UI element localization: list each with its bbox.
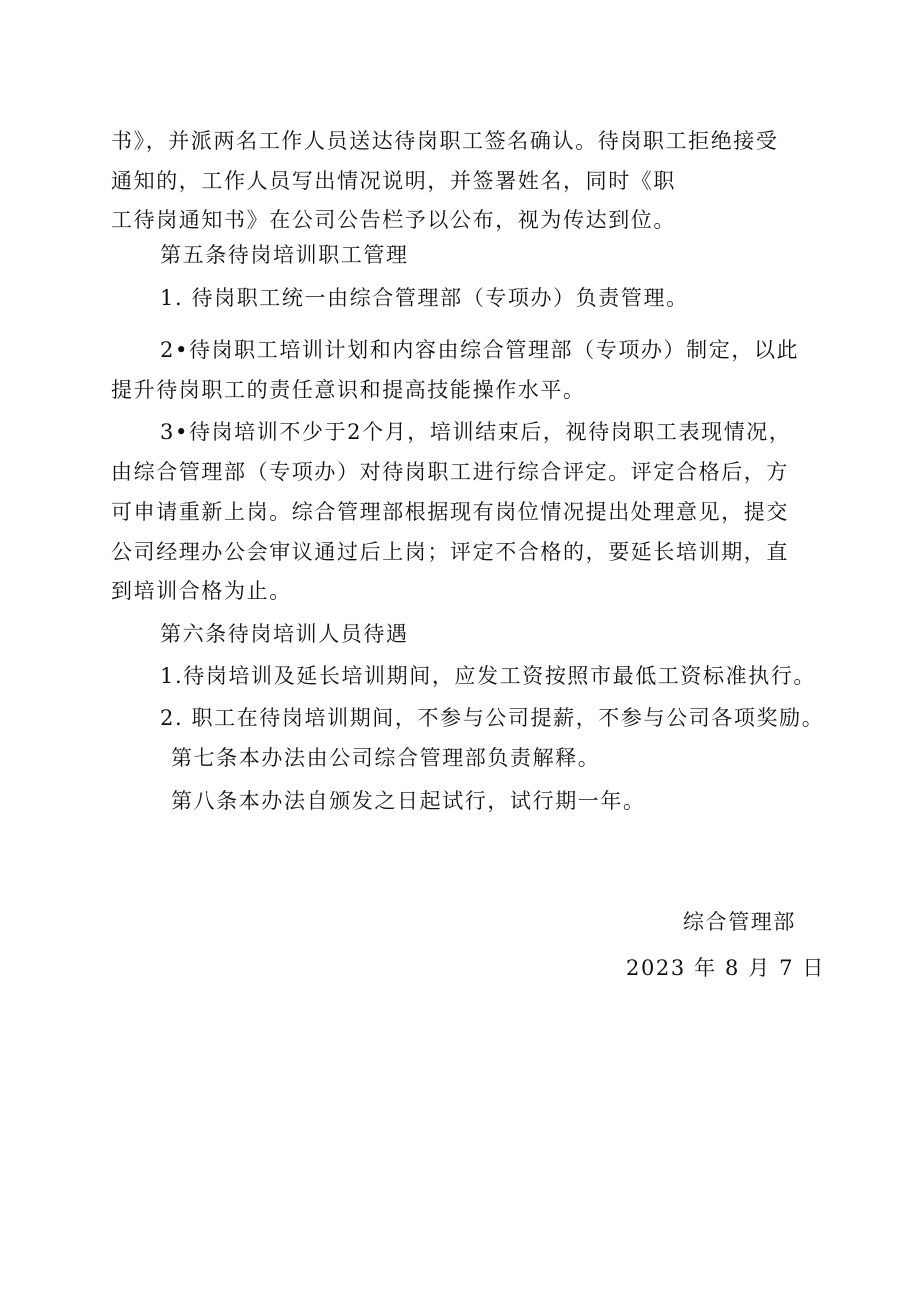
body-line-2: 通知的，工作人员写出情况说明，并签署姓名，同时《职 — [111, 169, 676, 193]
article-5-item-3-cont-3: 公司经理办公会审议通过后上岗；评定不合格的，要延长培训期，直 — [111, 540, 789, 564]
article-5-item-3-cont-1: 由综合管理部（专项办）对待岗职工进行综合评定。评定合格后，方 — [111, 460, 789, 484]
signature-department: 综合管理部 — [683, 910, 796, 934]
article-5-item-2-cont: 提升待岗职工的责任意识和提高技能操作水平。 — [111, 378, 586, 402]
article-5-item-3: 3•待岗培训不少于2个月，培训结束后，视待岗职工表现情况， — [160, 420, 792, 444]
article-6-heading: 第六条待岗培训人员待遇 — [160, 622, 409, 646]
article-5-item-3-cont-4: 到培训合格为止。 — [111, 579, 292, 603]
article-6-item-2: 2. 职工在待岗培训期间，不参与公司提薪，不参与公司各项奖励。 — [160, 706, 825, 730]
article-5-heading: 第五条待岗培训职工管理 — [160, 243, 409, 267]
article-8: 第八条本办法自颁发之日起试行，试行期一年。 — [171, 789, 646, 813]
signature-date: 2023 年 8 月 7 日 — [626, 956, 825, 980]
body-line-1: 书》，并派两名工作人员送达待岗职工签名确认。待岗职工拒绝接受 — [111, 129, 779, 153]
article-6-item-1: 1.待岗培训及延长培训期间，应发工资按照市最低工资标准执行。 — [160, 664, 817, 688]
article-5-item-3-cont-2: 可申请重新上岗。综合管理部根据现有岗位情况提出处理意见，提交 — [111, 500, 789, 524]
article-5-item-1: 1. 待岗职工统一由综合管理部（专项办）负责管理。 — [160, 286, 689, 310]
body-line-3: 工待岗通知书》在公司公告栏予以公布，视为传达到位。 — [111, 208, 676, 232]
article-7: 第七条本办法由公司综合管理部负责解释。 — [171, 746, 601, 770]
article-5-item-2: 2•待岗职工培训计划和内容由综合管理部（专项办）制定，以此 — [160, 338, 800, 362]
